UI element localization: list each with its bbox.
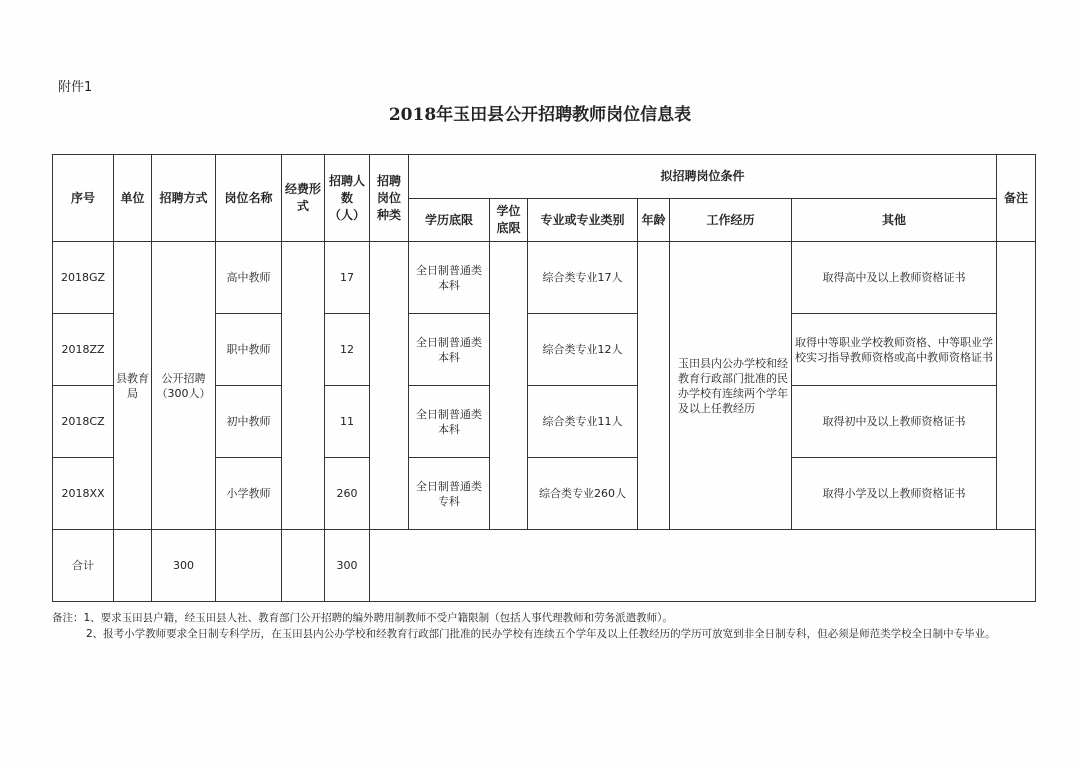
cell-other: 取得小学及以上教师资格证书: [792, 458, 997, 530]
attachment-label: 附件1: [58, 80, 93, 95]
header-experience: 工作经历: [670, 199, 792, 242]
cell-count: 17: [325, 242, 370, 314]
footnote-1: 备注：1、要求玉田县户籍，经玉田县人社、教育部门公开招聘的编外聘用制教师不受户籍限制（包括人事代理教师和劳务派遣教师）。: [52, 612, 673, 624]
cell-major: 综合类专业260人: [528, 458, 638, 530]
header-major: 专业或专业类别: [528, 199, 638, 242]
cell-experience: 玉田县内公办学校和经教育行政部门批准的民办学校有连续两个学年及以上任教经历: [670, 242, 792, 530]
cell-age: [638, 242, 670, 530]
page-title: 2018年玉田县公开招聘教师岗位信息表: [388, 105, 692, 125]
header-education: 学历底限: [409, 199, 490, 242]
footnote-2: 2、报考小学教师要求全日制专科学历，在玉田县内公办学校和经教育行政部门批准的民办学校有连续五个学年及以上任教经历的学历可放宽到非全日制专科，但必须是师范类学校全日制中专毕业。: [86, 628, 996, 640]
header-funding: 经费形式: [282, 155, 325, 242]
cell-remarks: [997, 242, 1036, 530]
total-method: 300: [152, 530, 216, 602]
header-count: 招聘人数（人）: [325, 155, 370, 242]
total-row: [53, 530, 1036, 602]
cell-position: 职中教师: [216, 314, 282, 386]
header-type: 招聘岗位种类: [370, 155, 409, 242]
cell-position: 高中教师: [216, 242, 282, 314]
table-row: [53, 242, 1036, 314]
total-unit: [114, 530, 152, 602]
cell-unit: 县教育局: [114, 242, 152, 530]
cell-major: 综合类专业17人: [528, 242, 638, 314]
cell-other: 取得中等职业学校教师资格、中等职业学校实习指导教师资格或高中教师资格证书: [792, 314, 997, 386]
total-position: [216, 530, 282, 602]
header-seq: 序号: [53, 155, 114, 242]
header-age: 年龄: [638, 199, 670, 242]
total-remainder: [370, 530, 1036, 602]
cell-seq: 2018ZZ: [53, 314, 114, 386]
total-count: 300: [325, 530, 370, 602]
header-position: 岗位名称: [216, 155, 282, 242]
cell-major: 综合类专业11人: [528, 386, 638, 458]
total-label: 合计: [53, 530, 114, 602]
cell-seq: 2018CZ: [53, 386, 114, 458]
header-method: 招聘方式: [152, 155, 216, 242]
cell-count: 260: [325, 458, 370, 530]
recruitment-table: [52, 154, 1036, 602]
footnotes: [52, 610, 1042, 642]
header-degree: 学位底限: [490, 199, 528, 242]
cell-seq: 2018GZ: [53, 242, 114, 314]
cell-education: 全日制普通类本科: [409, 242, 490, 314]
cell-education: 全日制普通类本科: [409, 314, 490, 386]
cell-method: 公开招聘（300人）: [152, 242, 216, 530]
cell-education: 全日制普通类本科: [409, 386, 490, 458]
header-conditions: 拟招聘岗位条件: [409, 155, 997, 199]
cell-other: 取得高中及以上教师资格证书: [792, 242, 997, 314]
header-other: 其他: [792, 199, 997, 242]
cell-count: 11: [325, 386, 370, 458]
cell-funding: [282, 242, 325, 530]
cell-education: 全日制普通类专科: [409, 458, 490, 530]
header-remarks: 备注: [997, 155, 1036, 242]
cell-degree: [490, 242, 528, 530]
cell-major: 综合类专业12人: [528, 314, 638, 386]
cell-seq: 2018XX: [53, 458, 114, 530]
cell-position: 小学教师: [216, 458, 282, 530]
header-unit: 单位: [114, 155, 152, 242]
cell-position: 初中教师: [216, 386, 282, 458]
cell-count: 12: [325, 314, 370, 386]
total-funding: [282, 530, 325, 602]
cell-type: [370, 242, 409, 530]
header-row-1: [53, 155, 1036, 199]
cell-other: 取得初中及以上教师资格证书: [792, 386, 997, 458]
